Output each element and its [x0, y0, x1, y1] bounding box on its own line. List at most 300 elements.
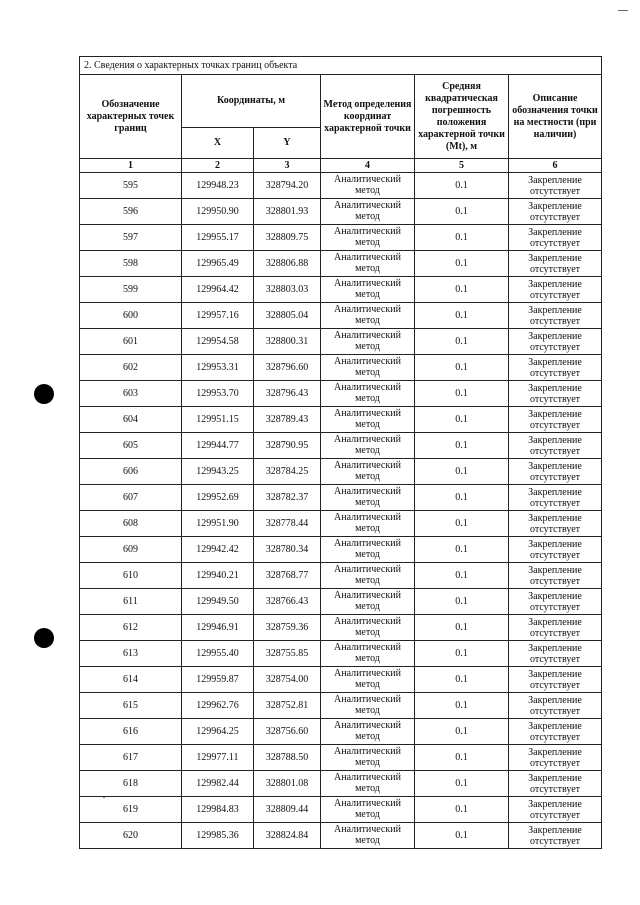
x-cell: 129943.25 — [182, 459, 254, 485]
desc-cell — [509, 511, 602, 537]
point-cell: 611 — [80, 589, 182, 615]
table-row — [80, 303, 602, 329]
error-cell: 0.1 — [415, 771, 509, 797]
desc-line: Закрепление — [528, 642, 582, 654]
method-line: метод — [355, 549, 380, 560]
table-row — [80, 173, 602, 199]
x-cell: 129959.87 — [182, 667, 254, 693]
x-cell: 129948.23 — [182, 173, 254, 199]
header-point-label: Обозначение характерных точек границ — [80, 75, 182, 159]
error-cell: 0.1 — [415, 823, 509, 849]
point-cell: 604 — [80, 407, 182, 433]
x-cell: 129942.42 — [182, 537, 254, 563]
method-line: Аналитический — [334, 434, 401, 445]
point-cell: 597 — [80, 225, 182, 251]
x-cell: 129984.83 — [182, 797, 254, 823]
point-cell: 615 — [80, 693, 182, 719]
method-cell — [321, 355, 415, 381]
point-cell: 596 — [80, 199, 182, 225]
table-row — [80, 563, 602, 589]
column-number: 1 — [80, 159, 182, 173]
point-cell: 609 — [80, 537, 182, 563]
desc-cell — [509, 537, 602, 563]
method-line: метод — [355, 237, 380, 248]
method-line: метод — [355, 471, 380, 482]
method-line: метод — [355, 289, 380, 300]
x-cell: 129953.70 — [182, 381, 254, 407]
error-cell: 0.1 — [415, 745, 509, 771]
desc-line: отсутствует — [530, 237, 581, 249]
method-cell — [321, 719, 415, 745]
desc-line: Закрепление — [528, 512, 582, 524]
method-cell — [321, 303, 415, 329]
boundary-points-table — [79, 56, 602, 849]
desc-line: Закрепление — [528, 174, 582, 186]
x-cell: 129946.91 — [182, 615, 254, 641]
y-cell: 328782.37 — [254, 485, 321, 511]
desc-cell — [509, 433, 602, 459]
desc-line: отсутствует — [530, 835, 581, 847]
x-cell: 129964.25 — [182, 719, 254, 745]
table-row — [80, 641, 602, 667]
method-line: метод — [355, 523, 380, 534]
desc-line: Закрепление — [528, 616, 582, 628]
point-cell: 602 — [80, 355, 182, 381]
method-line: метод — [355, 601, 380, 612]
header-y-label: Y — [254, 128, 321, 159]
desc-line: Закрепление — [528, 200, 582, 212]
point-cell: 618 — [80, 771, 182, 797]
x-cell: 129940.21 — [182, 563, 254, 589]
method-line: метод — [355, 315, 380, 326]
point-cell: 616 — [80, 719, 182, 745]
table-row — [80, 771, 602, 797]
punch-hole-top — [34, 384, 54, 404]
error-cell: 0.1 — [415, 459, 509, 485]
method-line: Аналитический — [334, 278, 401, 289]
column-number: 6 — [509, 159, 602, 173]
desc-line: Закрепление — [528, 252, 582, 264]
error-cell: 0.1 — [415, 511, 509, 537]
desc-line: отсутствует — [530, 471, 581, 483]
point-cell: 605 — [80, 433, 182, 459]
method-cell — [321, 693, 415, 719]
table-row — [80, 537, 602, 563]
desc-cell — [509, 589, 602, 615]
x-cell: 129944.77 — [182, 433, 254, 459]
table-row — [80, 615, 602, 641]
error-cell: 0.1 — [415, 381, 509, 407]
point-cell: 610 — [80, 563, 182, 589]
method-line: метод — [355, 263, 380, 274]
desc-line: отсутствует — [530, 809, 581, 821]
method-cell — [321, 407, 415, 433]
method-cell — [321, 771, 415, 797]
point-cell: 603 — [80, 381, 182, 407]
method-line: Аналитический — [334, 668, 401, 679]
y-cell: 328754.00 — [254, 667, 321, 693]
desc-cell — [509, 823, 602, 849]
method-line: метод — [355, 575, 380, 586]
x-cell: 129954.58 — [182, 329, 254, 355]
method-cell — [321, 381, 415, 407]
error-cell: 0.1 — [415, 693, 509, 719]
desc-line: отсутствует — [530, 367, 581, 379]
desc-line: отсутствует — [530, 757, 581, 769]
desc-cell — [509, 251, 602, 277]
method-line: Аналитический — [334, 356, 401, 367]
y-cell: 328756.60 — [254, 719, 321, 745]
y-cell: 328796.60 — [254, 355, 321, 381]
method-cell — [321, 823, 415, 849]
table-row — [80, 251, 602, 277]
desc-line: Закрепление — [528, 330, 582, 342]
desc-line: отсутствует — [530, 263, 581, 275]
method-cell — [321, 745, 415, 771]
table-row — [80, 329, 602, 355]
method-line: Аналитический — [334, 798, 401, 809]
method-line: Аналитический — [334, 512, 401, 523]
method-line: метод — [355, 393, 380, 404]
desc-cell — [509, 225, 602, 251]
point-cell: 607 — [80, 485, 182, 511]
y-cell: 328790.95 — [254, 433, 321, 459]
table-row — [80, 823, 602, 849]
y-cell: 328809.44 — [254, 797, 321, 823]
column-number: 4 — [321, 159, 415, 173]
desc-line: отсутствует — [530, 211, 581, 223]
desc-cell — [509, 563, 602, 589]
method-line: Аналитический — [334, 408, 401, 419]
desc-cell — [509, 797, 602, 823]
x-cell: 129964.42 — [182, 277, 254, 303]
method-line: метод — [355, 445, 380, 456]
error-cell: 0.1 — [415, 563, 509, 589]
point-cell: 613 — [80, 641, 182, 667]
error-cell: 0.1 — [415, 615, 509, 641]
table-row — [80, 745, 602, 771]
desc-line: Закрепление — [528, 590, 582, 602]
x-cell: 129985.36 — [182, 823, 254, 849]
x-cell: 129982.44 — [182, 771, 254, 797]
method-line: Аналитический — [334, 200, 401, 211]
table-row — [80, 407, 602, 433]
error-cell: 0.1 — [415, 355, 509, 381]
point-cell: 599 — [80, 277, 182, 303]
method-line: метод — [355, 367, 380, 378]
x-cell: 129952.69 — [182, 485, 254, 511]
desc-line: Закрепление — [528, 798, 582, 810]
method-line: Аналитический — [334, 486, 401, 497]
error-cell: 0.1 — [415, 537, 509, 563]
y-cell: 328759.36 — [254, 615, 321, 641]
desc-line: отсутствует — [530, 185, 581, 197]
error-cell: 0.1 — [415, 277, 509, 303]
method-cell — [321, 537, 415, 563]
desc-cell — [509, 173, 602, 199]
method-line: Аналитический — [334, 330, 401, 341]
point-cell: 619 — [80, 797, 182, 823]
y-cell: 328794.20 — [254, 173, 321, 199]
header-x-label: X — [182, 128, 254, 159]
y-cell: 328801.08 — [254, 771, 321, 797]
error-cell: 0.1 — [415, 173, 509, 199]
method-line: Аналитический — [334, 616, 401, 627]
method-line: метод — [355, 705, 380, 716]
error-cell: 0.1 — [415, 797, 509, 823]
header-desc-label: Описание обозначения точки на местности (при наличии) — [509, 75, 602, 159]
method-cell — [321, 485, 415, 511]
method-line: Аналитический — [334, 694, 401, 705]
desc-line: Закрепление — [528, 668, 582, 680]
table-row — [80, 485, 602, 511]
desc-line: отсутствует — [530, 289, 581, 301]
desc-cell — [509, 277, 602, 303]
x-cell: 129962.76 — [182, 693, 254, 719]
error-cell: 0.1 — [415, 199, 509, 225]
x-cell: 129955.40 — [182, 641, 254, 667]
desc-cell — [509, 667, 602, 693]
error-cell: 0.1 — [415, 251, 509, 277]
method-cell — [321, 277, 415, 303]
desc-line: Закрепление — [528, 382, 582, 394]
desc-line: отсутствует — [530, 445, 581, 457]
desc-line: отсутствует — [530, 341, 581, 353]
desc-line: Закрепление — [528, 824, 582, 836]
point-cell: 608 — [80, 511, 182, 537]
error-cell: 0.1 — [415, 641, 509, 667]
method-line: Аналитический — [334, 304, 401, 315]
point-cell: 606 — [80, 459, 182, 485]
y-cell: 328780.34 — [254, 537, 321, 563]
table-row — [80, 693, 602, 719]
desc-cell — [509, 719, 602, 745]
method-cell — [321, 797, 415, 823]
method-line: Аналитический — [334, 746, 401, 757]
y-cell: 328805.04 — [254, 303, 321, 329]
method-line: Аналитический — [334, 382, 401, 393]
table-row — [80, 355, 602, 381]
desc-line: Закрепление — [528, 226, 582, 238]
desc-line: отсутствует — [530, 523, 581, 535]
y-cell: 328806.88 — [254, 251, 321, 277]
column-number: 5 — [415, 159, 509, 173]
method-cell — [321, 459, 415, 485]
desc-line: Закрепление — [528, 720, 582, 732]
punch-hole-bottom — [34, 628, 54, 648]
point-cell: 600 — [80, 303, 182, 329]
desc-line: отсутствует — [530, 393, 581, 405]
x-cell: 129955.17 — [182, 225, 254, 251]
method-line: метод — [355, 679, 380, 690]
desc-line: отсутствует — [530, 575, 581, 587]
y-cell: 328778.44 — [254, 511, 321, 537]
method-cell — [321, 199, 415, 225]
method-line: метод — [355, 185, 380, 196]
desc-line: отсутствует — [530, 679, 581, 691]
y-cell: 328803.03 — [254, 277, 321, 303]
desc-line: Закрепление — [528, 278, 582, 290]
header-coords-label: Координаты, м — [182, 75, 321, 128]
desc-line: Закрепление — [528, 694, 582, 706]
x-cell: 129951.15 — [182, 407, 254, 433]
point-cell: 595 — [80, 173, 182, 199]
desc-line: отсутствует — [530, 315, 581, 327]
desc-cell — [509, 199, 602, 225]
error-cell: 0.1 — [415, 719, 509, 745]
point-cell: 614 — [80, 667, 182, 693]
point-cell: 617 — [80, 745, 182, 771]
y-cell: 328801.93 — [254, 199, 321, 225]
method-line: Аналитический — [334, 564, 401, 575]
method-line: Аналитический — [334, 174, 401, 185]
table-row — [80, 459, 602, 485]
table-row — [80, 381, 602, 407]
method-line: метод — [355, 731, 380, 742]
error-cell: 0.1 — [415, 329, 509, 355]
y-cell: 328788.50 — [254, 745, 321, 771]
y-cell: 328809.75 — [254, 225, 321, 251]
point-cell: 620 — [80, 823, 182, 849]
method-line: метод — [355, 783, 380, 794]
y-cell: 328766.43 — [254, 589, 321, 615]
desc-cell — [509, 771, 602, 797]
method-cell — [321, 641, 415, 667]
error-cell: 0.1 — [415, 303, 509, 329]
error-cell: 0.1 — [415, 589, 509, 615]
desc-cell — [509, 615, 602, 641]
section-title: 2. Сведения о характерных точках границ объекта — [80, 57, 602, 75]
y-cell: 328824.84 — [254, 823, 321, 849]
desc-cell — [509, 381, 602, 407]
error-cell: 0.1 — [415, 667, 509, 693]
method-cell — [321, 563, 415, 589]
y-cell: 328768.77 — [254, 563, 321, 589]
header-error-label: Средняя квадратическая погрешность положения характерной точки (Mt), м — [415, 75, 509, 159]
method-line: Аналитический — [334, 824, 401, 835]
table-row — [80, 667, 602, 693]
desc-cell — [509, 459, 602, 485]
method-cell — [321, 173, 415, 199]
desc-line: Закрепление — [528, 564, 582, 576]
desc-line: отсутствует — [530, 419, 581, 431]
method-line: метод — [355, 653, 380, 664]
desc-cell — [509, 329, 602, 355]
y-cell: 328755.85 — [254, 641, 321, 667]
method-line: Аналитический — [334, 460, 401, 471]
method-line: метод — [355, 419, 380, 430]
point-cell: 598 — [80, 251, 182, 277]
method-line: метод — [355, 497, 380, 508]
method-cell — [321, 511, 415, 537]
x-cell: 129950.90 — [182, 199, 254, 225]
x-cell: 129977.11 — [182, 745, 254, 771]
y-cell: 328784.25 — [254, 459, 321, 485]
desc-line: Закрепление — [528, 434, 582, 446]
desc-cell — [509, 355, 602, 381]
desc-line: отсутствует — [530, 627, 581, 639]
method-line: Аналитический — [334, 772, 401, 783]
method-cell — [321, 251, 415, 277]
method-line: метод — [355, 341, 380, 352]
method-cell — [321, 667, 415, 693]
column-number: 2 — [182, 159, 254, 173]
table-row — [80, 589, 602, 615]
x-cell: 129951.90 — [182, 511, 254, 537]
desc-line: отсутствует — [530, 497, 581, 509]
desc-line: Закрепление — [528, 486, 582, 498]
point-cell: 612 — [80, 615, 182, 641]
desc-line: Закрепление — [528, 460, 582, 472]
desc-cell — [509, 407, 602, 433]
table-body — [80, 173, 602, 849]
desc-cell — [509, 485, 602, 511]
table-row — [80, 225, 602, 251]
desc-line: Закрепление — [528, 356, 582, 368]
error-cell: 0.1 — [415, 433, 509, 459]
scan-mark — [618, 10, 628, 11]
y-cell: 328752.81 — [254, 693, 321, 719]
header-method-label: Метод определения координат характерной точки — [321, 75, 415, 159]
table-row — [80, 511, 602, 537]
y-cell: 328796.43 — [254, 381, 321, 407]
method-cell — [321, 433, 415, 459]
method-line: Аналитический — [334, 538, 401, 549]
x-cell: 129965.49 — [182, 251, 254, 277]
x-cell: 129957.16 — [182, 303, 254, 329]
desc-line: Закрепление — [528, 538, 582, 550]
method-line: метод — [355, 809, 380, 820]
error-cell: 0.1 — [415, 485, 509, 511]
method-line: метод — [355, 627, 380, 638]
error-cell: 0.1 — [415, 407, 509, 433]
method-line: Аналитический — [334, 226, 401, 237]
desc-line: отсутствует — [530, 601, 581, 613]
desc-line: отсутствует — [530, 549, 581, 561]
desc-line: отсутствует — [530, 705, 581, 717]
desc-cell — [509, 745, 602, 771]
method-line: Аналитический — [334, 720, 401, 731]
method-line: метод — [355, 211, 380, 222]
method-line: Аналитический — [334, 642, 401, 653]
desc-line: Закрепление — [528, 304, 582, 316]
table-row — [80, 433, 602, 459]
method-cell — [321, 615, 415, 641]
desc-cell — [509, 303, 602, 329]
desc-cell — [509, 641, 602, 667]
method-line: Аналитический — [334, 252, 401, 263]
table-row — [80, 277, 602, 303]
method-cell — [321, 329, 415, 355]
error-cell: 0.1 — [415, 225, 509, 251]
desc-line: отсутствует — [530, 783, 581, 795]
desc-cell — [509, 693, 602, 719]
y-cell: 328789.43 — [254, 407, 321, 433]
y-cell: 328800.31 — [254, 329, 321, 355]
x-cell: 129953.31 — [182, 355, 254, 381]
method-line: Аналитический — [334, 590, 401, 601]
x-cell: 129949.50 — [182, 589, 254, 615]
desc-line: Закрепление — [528, 746, 582, 758]
table-row — [80, 797, 602, 823]
method-line: метод — [355, 835, 380, 846]
point-cell: 601 — [80, 329, 182, 355]
desc-line: Закрепление — [528, 772, 582, 784]
desc-line: отсутствует — [530, 653, 581, 665]
table-row — [80, 719, 602, 745]
method-cell — [321, 225, 415, 251]
column-number: 3 — [254, 159, 321, 173]
